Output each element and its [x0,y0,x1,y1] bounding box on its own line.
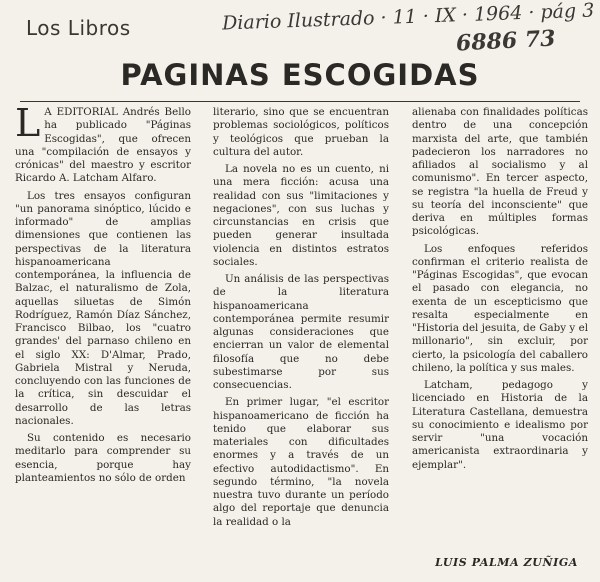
section-header: Los Libros [26,16,131,40]
paragraph [15,106,191,186]
article-column-3 [412,106,588,568]
paragraph: Un análisis de las perspectivas de la literatura hispanoamericana contemporánea permite resumir algunas consideraciones que encierran un valor de elemental filosofía que no debe subestimarse por sus consecuencias. [213,273,389,391]
paragraph: La novela no es un cuento, ni una mera ficción: acusa una realidad con sus "limitaciones y negaciones", con sus luchas y circunstancias en crisis que pueden generar insultada violencia en distintos estratos sociales. [213,163,389,268]
paragraph: Latcham, pedagogo y licenciado en Historia de la Literatura Castellana, demuestra su conocimiento e idealismo por servir "una vocación americanista extraordinaria y ejemplar". [412,379,588,471]
handwritten-catalog-number: 6886 73 [455,25,557,57]
paragraph-text: A EDITORIAL Andrés Bello ha publicado "Páginas Escogidas", que ofrecen una "compilación de ensayos y crónicas" del maestro y escritor Ricardo A. Latcham Alfaro. [15,106,191,185]
article-column-2 [213,106,389,568]
paragraph: literario, sino que se encuentran problemas sociológicos, políticos y teológicos que prueban la cultura del autor. [213,106,389,158]
drop-cap: L [15,106,41,145]
article-column-1 [15,106,191,568]
paragraph: Los enfoques referidos confirman el criterio realista de "Páginas Escogidas", que evocan el pasado con elegancia, no exenta de un escepticismo que resalta especialmente en "Historia del jesuita, de Gaby y el millonario", sin excluir, por cierto, la psicología del caballero chileno, la política y sus males. [412,242,588,374]
paragraph: Su contenido es necesario meditarlo para comprender su esencia, porque hay planteamientos no sólo de orden [15,432,191,484]
title-rule [20,101,580,102]
paragraph: alienaba con finalidades políticas dentro de una concepción marxista del arte, que también padecieron los narradores no afiliados al socialismo y al comunismo". En tercer aspecto, se registra "la huella de Freud y su teoría del inconsciente" que deriva en múltiples formas psicológicas. [412,106,588,238]
paragraph: En primer lugar, "el escritor hispanoamericano de ficción ha tenido que elaborar sus materiales con dificultades enormes y a través de un efectivo autodidactismo". En segundo término, "la novela nuestra tuvo durante un período algo del reportaje que denuncia la realidad o la [213,396,389,528]
paragraph: Los tres ensayos configuran "un panorama sinóptico, lúcido e informado" de amplias dimensiones que contienen las perspectivas de la literatura hispanoamericana contemporánea, la influencia de Balzac, el naturalismo de Zola, aquellas siluetas de Simón Rodríguez, Ramón Díaz Sánchez, Francisco Bilbao, los "cuatro grandes' del parnaso chileno en el siglo XX: D'Almar, Prado, Gabriela Mistral y Neruda, concluyendo con las funciones de la crítica, sin descuidar el desarrollo de las letras nacionales. [15,189,191,427]
article-title: PAGINAS ESCOGIDAS [120,58,480,92]
author-signature: LUIS PALMA ZUÑIGA [435,556,578,569]
handwritten-source-note: Diario Ilustrado · 11 · IX · 1964 · pág 3 [221,0,595,35]
